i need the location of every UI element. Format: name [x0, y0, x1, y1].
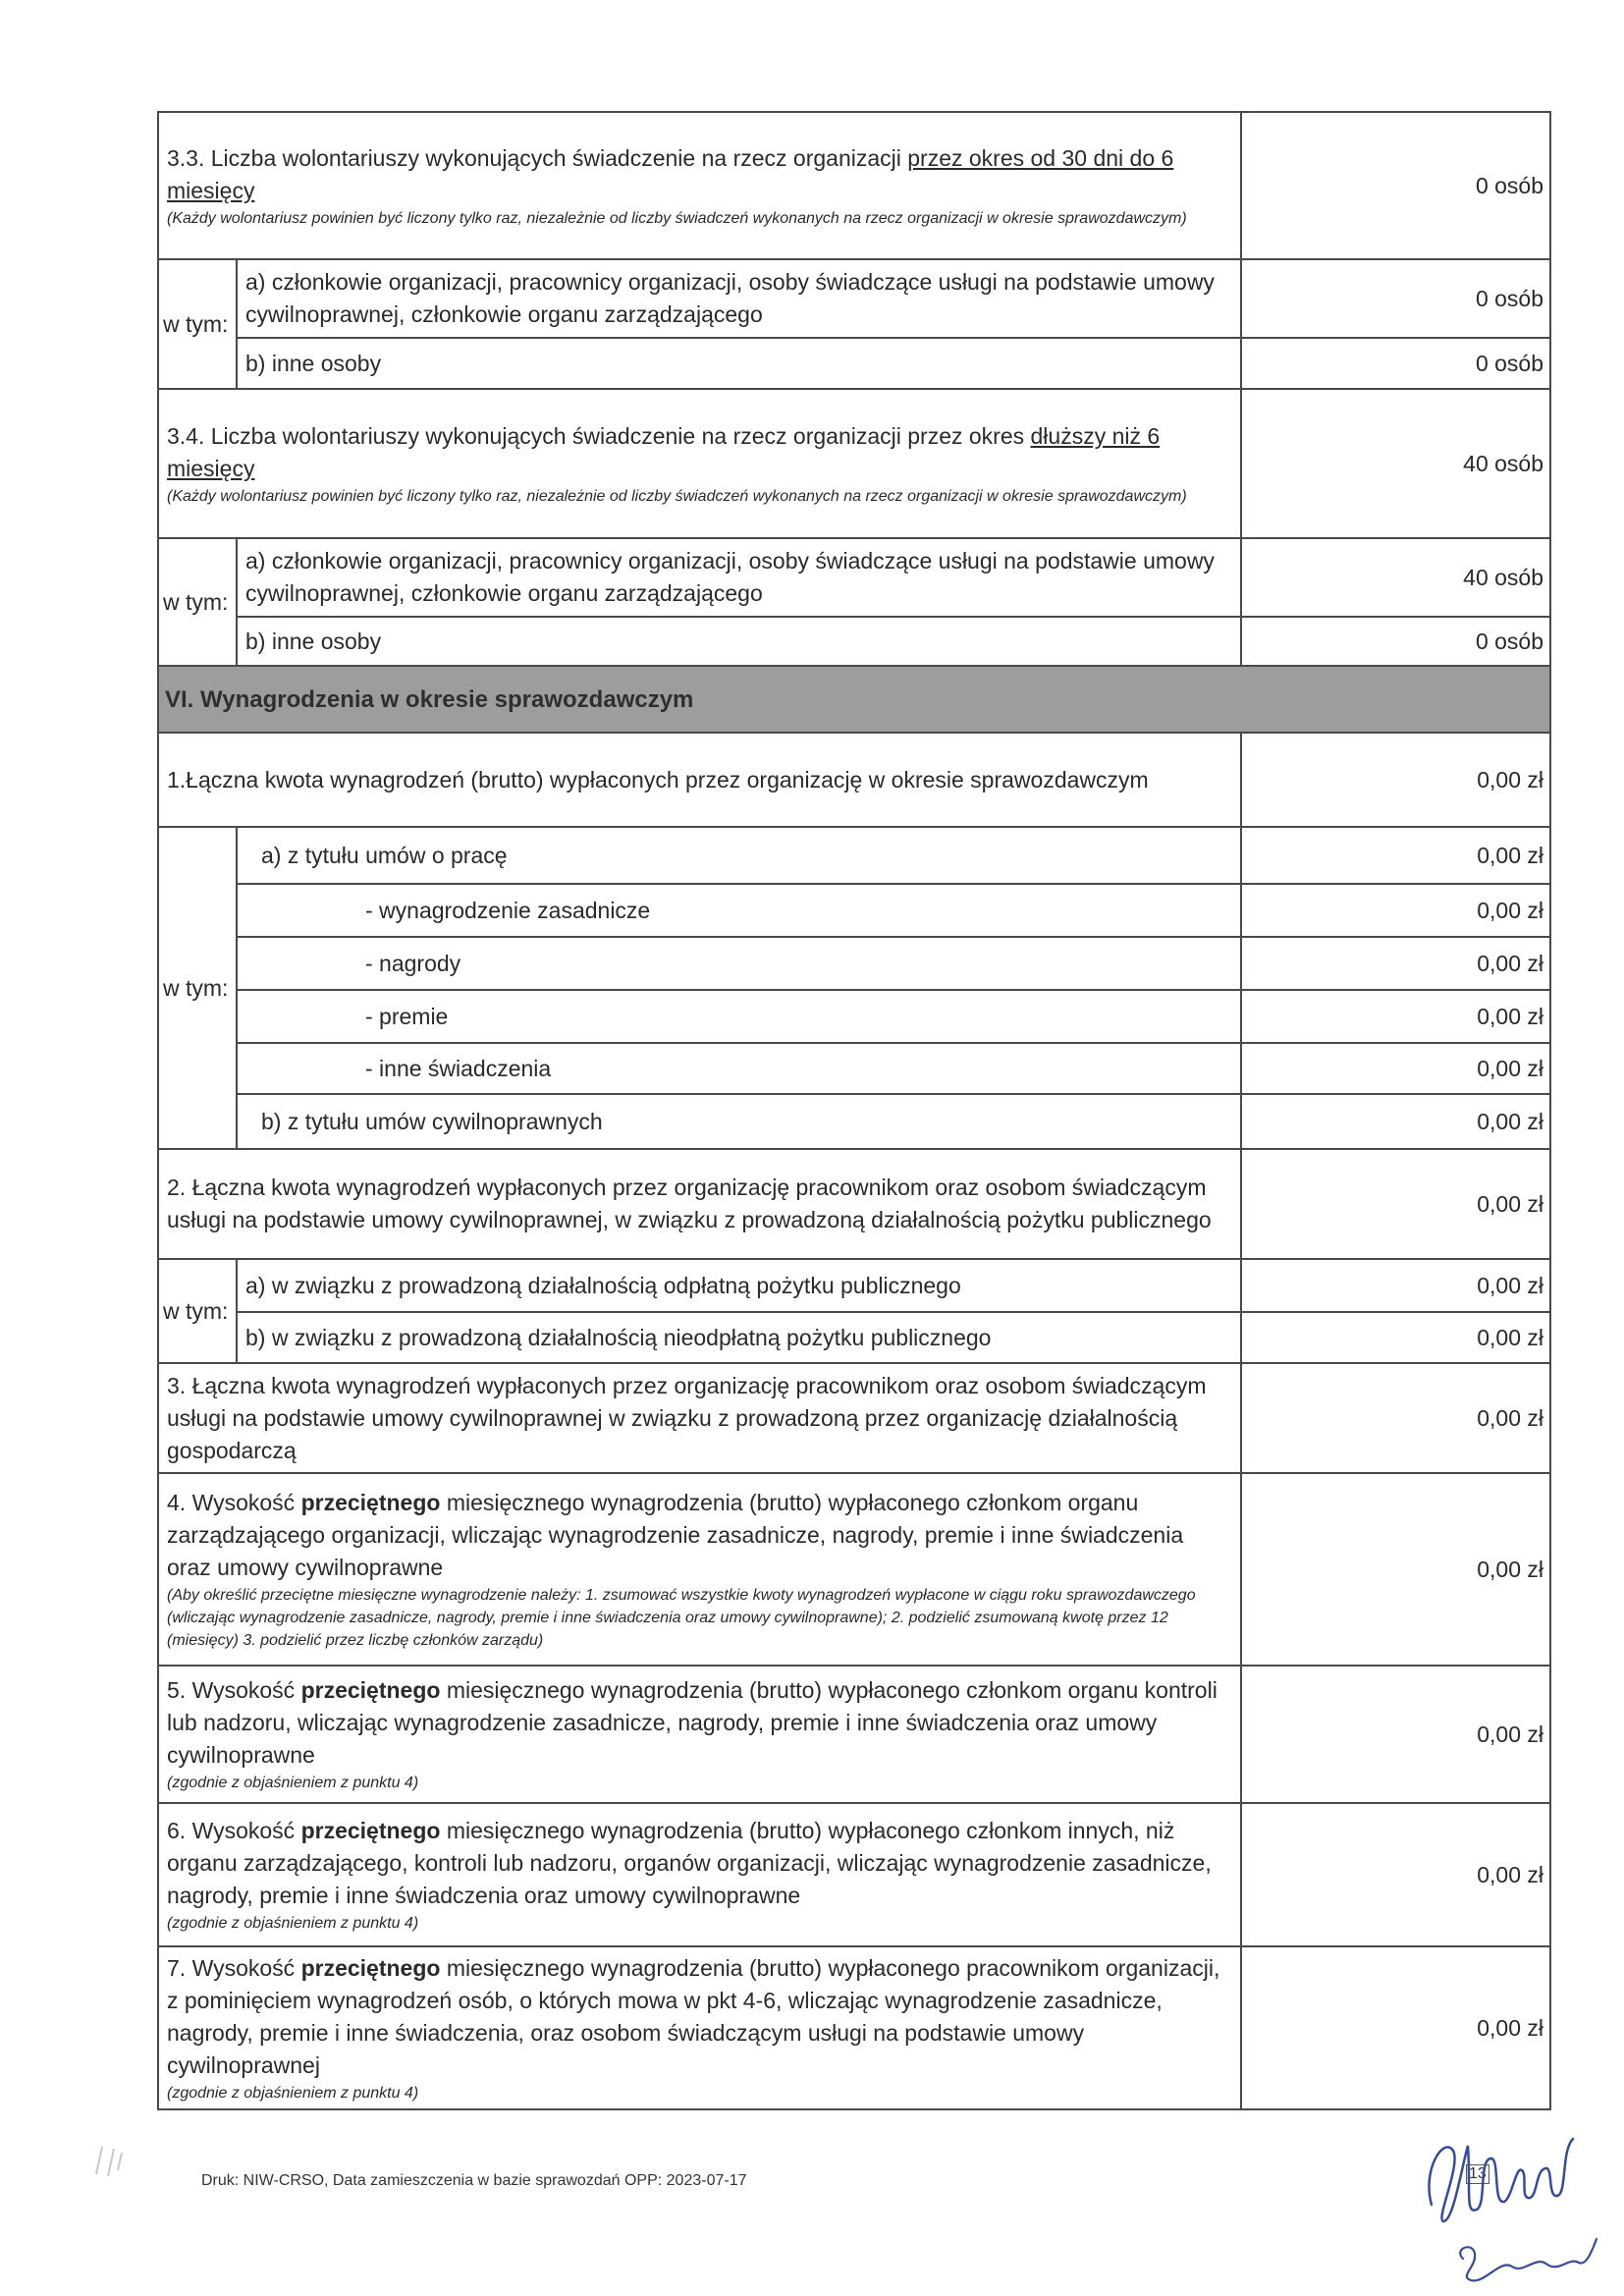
volunteers-3-3-value: 0 osób [1241, 112, 1550, 259]
salaries-5-text-post: miesięcznego wynagrodzenia (brutto) wypłaconego członkom organu kontroli lub nadzoru, wliczając wynagrodzenie zasadnicze, nagrody, premie i inne świadczenia oraz umowy cywilnoprawne [167, 1677, 1218, 1768]
salaries-4-text-post: miesięcznego wynagrodzenia (brutto) wypłaconego członkom organu zarządzającego organizacji, wliczając wynagrodzenie zasadnicze, nagrody, premie i inne świadczenia oraz umowy cywilnoprawne [167, 1490, 1184, 1580]
row-salaries-1-a4 [158, 1043, 1550, 1094]
salaries-1-a-label: a) z tytułu umów o pracę [237, 827, 1241, 884]
salaries-6-text-bold: przeciętnego [300, 1818, 441, 1843]
volunteers-3-4-text: 3.4. Liczba wolontariuszy wykonujących świadczenie na rzecz organizacji przez okres [167, 422, 1031, 449]
salaries-1-b-label: b) z tytułu umów cywilnoprawnych [237, 1094, 1241, 1149]
salaries-6-text-post: miesięcznego wynagrodzenia (brutto) wypłaconego członkom innych, niż organu zarządzającego, kontroli lub nadzoru, organów organizacji, wliczając wynagrodzenie zasadnicze, nagrody, premie i inne świadczenia oraz umowy cywilnoprawne [167, 1818, 1212, 1908]
salaries-4-text-bold: przeciętnego [300, 1490, 441, 1515]
volunteers-3-3-label [158, 112, 1241, 259]
row-salaries-1-a3 [158, 990, 1550, 1043]
row-salaries-1-a [158, 827, 1550, 884]
salaries-6-label [158, 1803, 1241, 1946]
volunteers-3-3-a-label: a) członkowie organizacji, pracownicy organizacji, osoby świadczące usługi na podstawie umowy cywilnoprawnej, członkowie organu zarządzającego [237, 259, 1241, 338]
row-volunteers-3-3-b [158, 338, 1550, 389]
salaries-2-b-value: 0,00 zł [1241, 1312, 1550, 1363]
row-salaries-7 [158, 1946, 1550, 2109]
volunteers-3-3-period: przez okres od 30 dni do 6 miesięcy [167, 144, 1174, 203]
salaries-1-value: 0,00 zł [1241, 733, 1550, 827]
row-volunteers-3-4 [158, 389, 1550, 538]
salaries-2-b-label: b) w związku z prowadzoną działalnością nieodpłatną pożytku publicznego [237, 1312, 1241, 1363]
salaries-2-value: 0,00 zł [1241, 1149, 1550, 1259]
row-salaries-3 [158, 1363, 1550, 1473]
volunteers-3-3-in-which: w tym: [158, 259, 237, 389]
volunteers-3-3-a-value: 0 osób [1241, 259, 1550, 338]
salaries-5-note: (zgodnie z objaśnieniem z punktu 4) [167, 1775, 419, 1791]
salaries-2-in-which: w tym: [158, 1259, 237, 1363]
salaries-6-text-pre: 6. Wysokość [167, 1818, 301, 1843]
salaries-5-label [158, 1666, 1241, 1803]
row-volunteers-3-4-b [158, 617, 1550, 666]
volunteers-3-4-in-which: w tym: [158, 538, 237, 666]
salaries-7-text-bold: przeciętnego [300, 1954, 441, 1981]
salaries-1-a4-value: 0,00 zł [1241, 1043, 1550, 1094]
report-table [157, 111, 1551, 2110]
row-salaries-1-a1 [158, 884, 1550, 937]
row-volunteers-3-3-a [158, 259, 1550, 338]
volunteers-3-4-period: dłuższy niż 6 miesięcy [167, 422, 1161, 481]
print-footer: Druk: NIW-CRSO, Data zamieszczenia w bazie sprawozdań OPP: 2023-07-17 [201, 2172, 747, 2189]
row-salaries-2-a [158, 1259, 1550, 1312]
row-salaries-1-b [158, 1094, 1550, 1149]
section-title: VI. Wynagrodzenia w okresie sprawozdawczym [158, 666, 1550, 733]
salaries-7-note: (zgodnie z objaśnieniem z punktu 4) [167, 2084, 419, 2102]
row-salaries-1 [158, 733, 1550, 827]
salaries-7-label [158, 1946, 1241, 2109]
salaries-5-text-bold: przeciętnego [300, 1677, 441, 1703]
salaries-7-text-post: miesięcznego wynagrodzenia (brutto) wypłaconego pracownikom organizacji, z pominięciem wynagrodzeń osób, o których mowa w pkt 4-6, wliczając wynagrodzenie zasadnicze, nagrody, premie i inne świadczenia, oraz osobom świadczącym usługi na podstawie umowy cywilnoprawnej [167, 1954, 1220, 2078]
salaries-5-value: 0,00 zł [1241, 1666, 1550, 1803]
row-salaries-5 [158, 1666, 1550, 1803]
row-salaries-6 [158, 1803, 1550, 1946]
salaries-4-note: (Aby określić przeciętne miesięczne wynagrodzenie należy: 1. zsumować wszystkie kwoty wynagrodzeń wypłacone w ciągu roku sprawozdawczego (wliczając wynagrodzenie zasadnicze, nagrody, premie i inne świadczenia oraz umowy cywilnoprawne); 2. podzielić zsumowaną kwotę przez 12 (miesięcy) 3. podzielić przez liczbę członków zarządu) [167, 1587, 1196, 1649]
salaries-7-text-pre: 7. Wysokość [167, 1954, 301, 1981]
row-volunteers-3-4-a [158, 538, 1550, 617]
salaries-1-a1-value: 0,00 zł [1241, 884, 1550, 937]
volunteers-3-4-note: (Każdy wolontariusz powinien być liczony tylko raz, niezależnie od liczby świadczeń wykonanych na rzecz organizacji w okresie sprawozdawczym) [167, 487, 1187, 505]
volunteers-3-3-b-label: b) inne osoby [237, 338, 1241, 389]
salaries-4-label [158, 1473, 1241, 1666]
volunteers-3-3-note: (Każdy wolontariusz powinien być liczony tylko raz, niezależnie od liczby świadczeń wykonanych na rzecz organizacji w okresie sprawozdawczym) [167, 209, 1187, 227]
volunteers-3-4-label [158, 389, 1241, 538]
salaries-1-a2-label: - nagrody [237, 937, 1241, 990]
salaries-1-a-value: 0,00 zł [1241, 827, 1550, 884]
salaries-3-label: 3. Łączna kwota wynagrodzeń wypłaconych przez organizację pracownikom oraz osobom świadczącym usługi na podstawie umowy cywilnoprawnej w związku z prowadzoną przez organizację działalnością gospodarczą [158, 1363, 1241, 1473]
salaries-2-label: 2. Łączna kwota wynagrodzeń wypłaconych przez organizację pracownikom oraz osobom świadczącym usługi na podstawie umowy cywilnoprawnej, w związku z prowadzoną działalnością pożytku publicznego [158, 1149, 1241, 1259]
row-salaries-4 [158, 1473, 1550, 1666]
salaries-1-a3-label: - premie [237, 990, 1241, 1043]
salaries-1-b-value: 0,00 zł [1241, 1094, 1550, 1149]
salaries-2-a-value: 0,00 zł [1241, 1259, 1550, 1312]
salaries-5-text-pre: 5. Wysokość [167, 1677, 301, 1703]
salaries-1-a2-value: 0,00 zł [1241, 937, 1550, 990]
salaries-6-note: (zgodnie z objaśnieniem z punktu 4) [167, 1915, 419, 1932]
volunteers-3-4-value: 40 osób [1241, 389, 1550, 538]
salaries-4-text-pre: 4. Wysokość [167, 1490, 301, 1515]
handwritten-signature [1414, 2111, 1610, 2293]
salaries-1-in-which: w tym: [158, 827, 237, 1149]
salaries-3-value: 0,00 zł [1241, 1363, 1550, 1473]
row-salaries-1-a2 [158, 937, 1550, 990]
row-salaries-2-b [158, 1312, 1550, 1363]
volunteers-3-4-b-value: 0 osób [1241, 617, 1550, 666]
page-number: 13 [1466, 2164, 1489, 2184]
section-header-row [158, 666, 1550, 733]
salaries-1-label: 1.Łączna kwota wynagrodzeń (brutto) wypłaconych przez organizację w okresie sprawozdawczym [158, 733, 1241, 827]
salaries-7-value: 0,00 zł [1241, 1946, 1550, 2109]
salaries-1-a4-label: - inne świadczenia [237, 1043, 1241, 1094]
volunteers-3-3-text: 3.3. Liczba wolontariuszy wykonujących świadczenie na rzecz organizacji [167, 144, 908, 171]
scan-mark-icon [88, 2141, 137, 2180]
salaries-6-value: 0,00 zł [1241, 1803, 1550, 1946]
row-volunteers-3-3 [158, 112, 1550, 259]
volunteers-3-3-b-value: 0 osób [1241, 338, 1550, 389]
salaries-4-value: 0,00 zł [1241, 1473, 1550, 1666]
volunteers-3-4-a-label: a) członkowie organizacji, pracownicy organizacji, osoby świadczące usługi na podstawie umowy cywilnoprawnej, członkowie organu zarządzającego [237, 538, 1241, 617]
volunteers-3-4-b-label: b) inne osoby [237, 617, 1241, 666]
row-salaries-2 [158, 1149, 1550, 1259]
salaries-1-a3-value: 0,00 zł [1241, 990, 1550, 1043]
salaries-1-a1-label: - wynagrodzenie zasadnicze [237, 884, 1241, 937]
volunteers-3-4-a-value: 40 osób [1241, 538, 1550, 617]
salaries-2-a-label: a) w związku z prowadzoną działalnością odpłatną pożytku publicznego [237, 1259, 1241, 1312]
